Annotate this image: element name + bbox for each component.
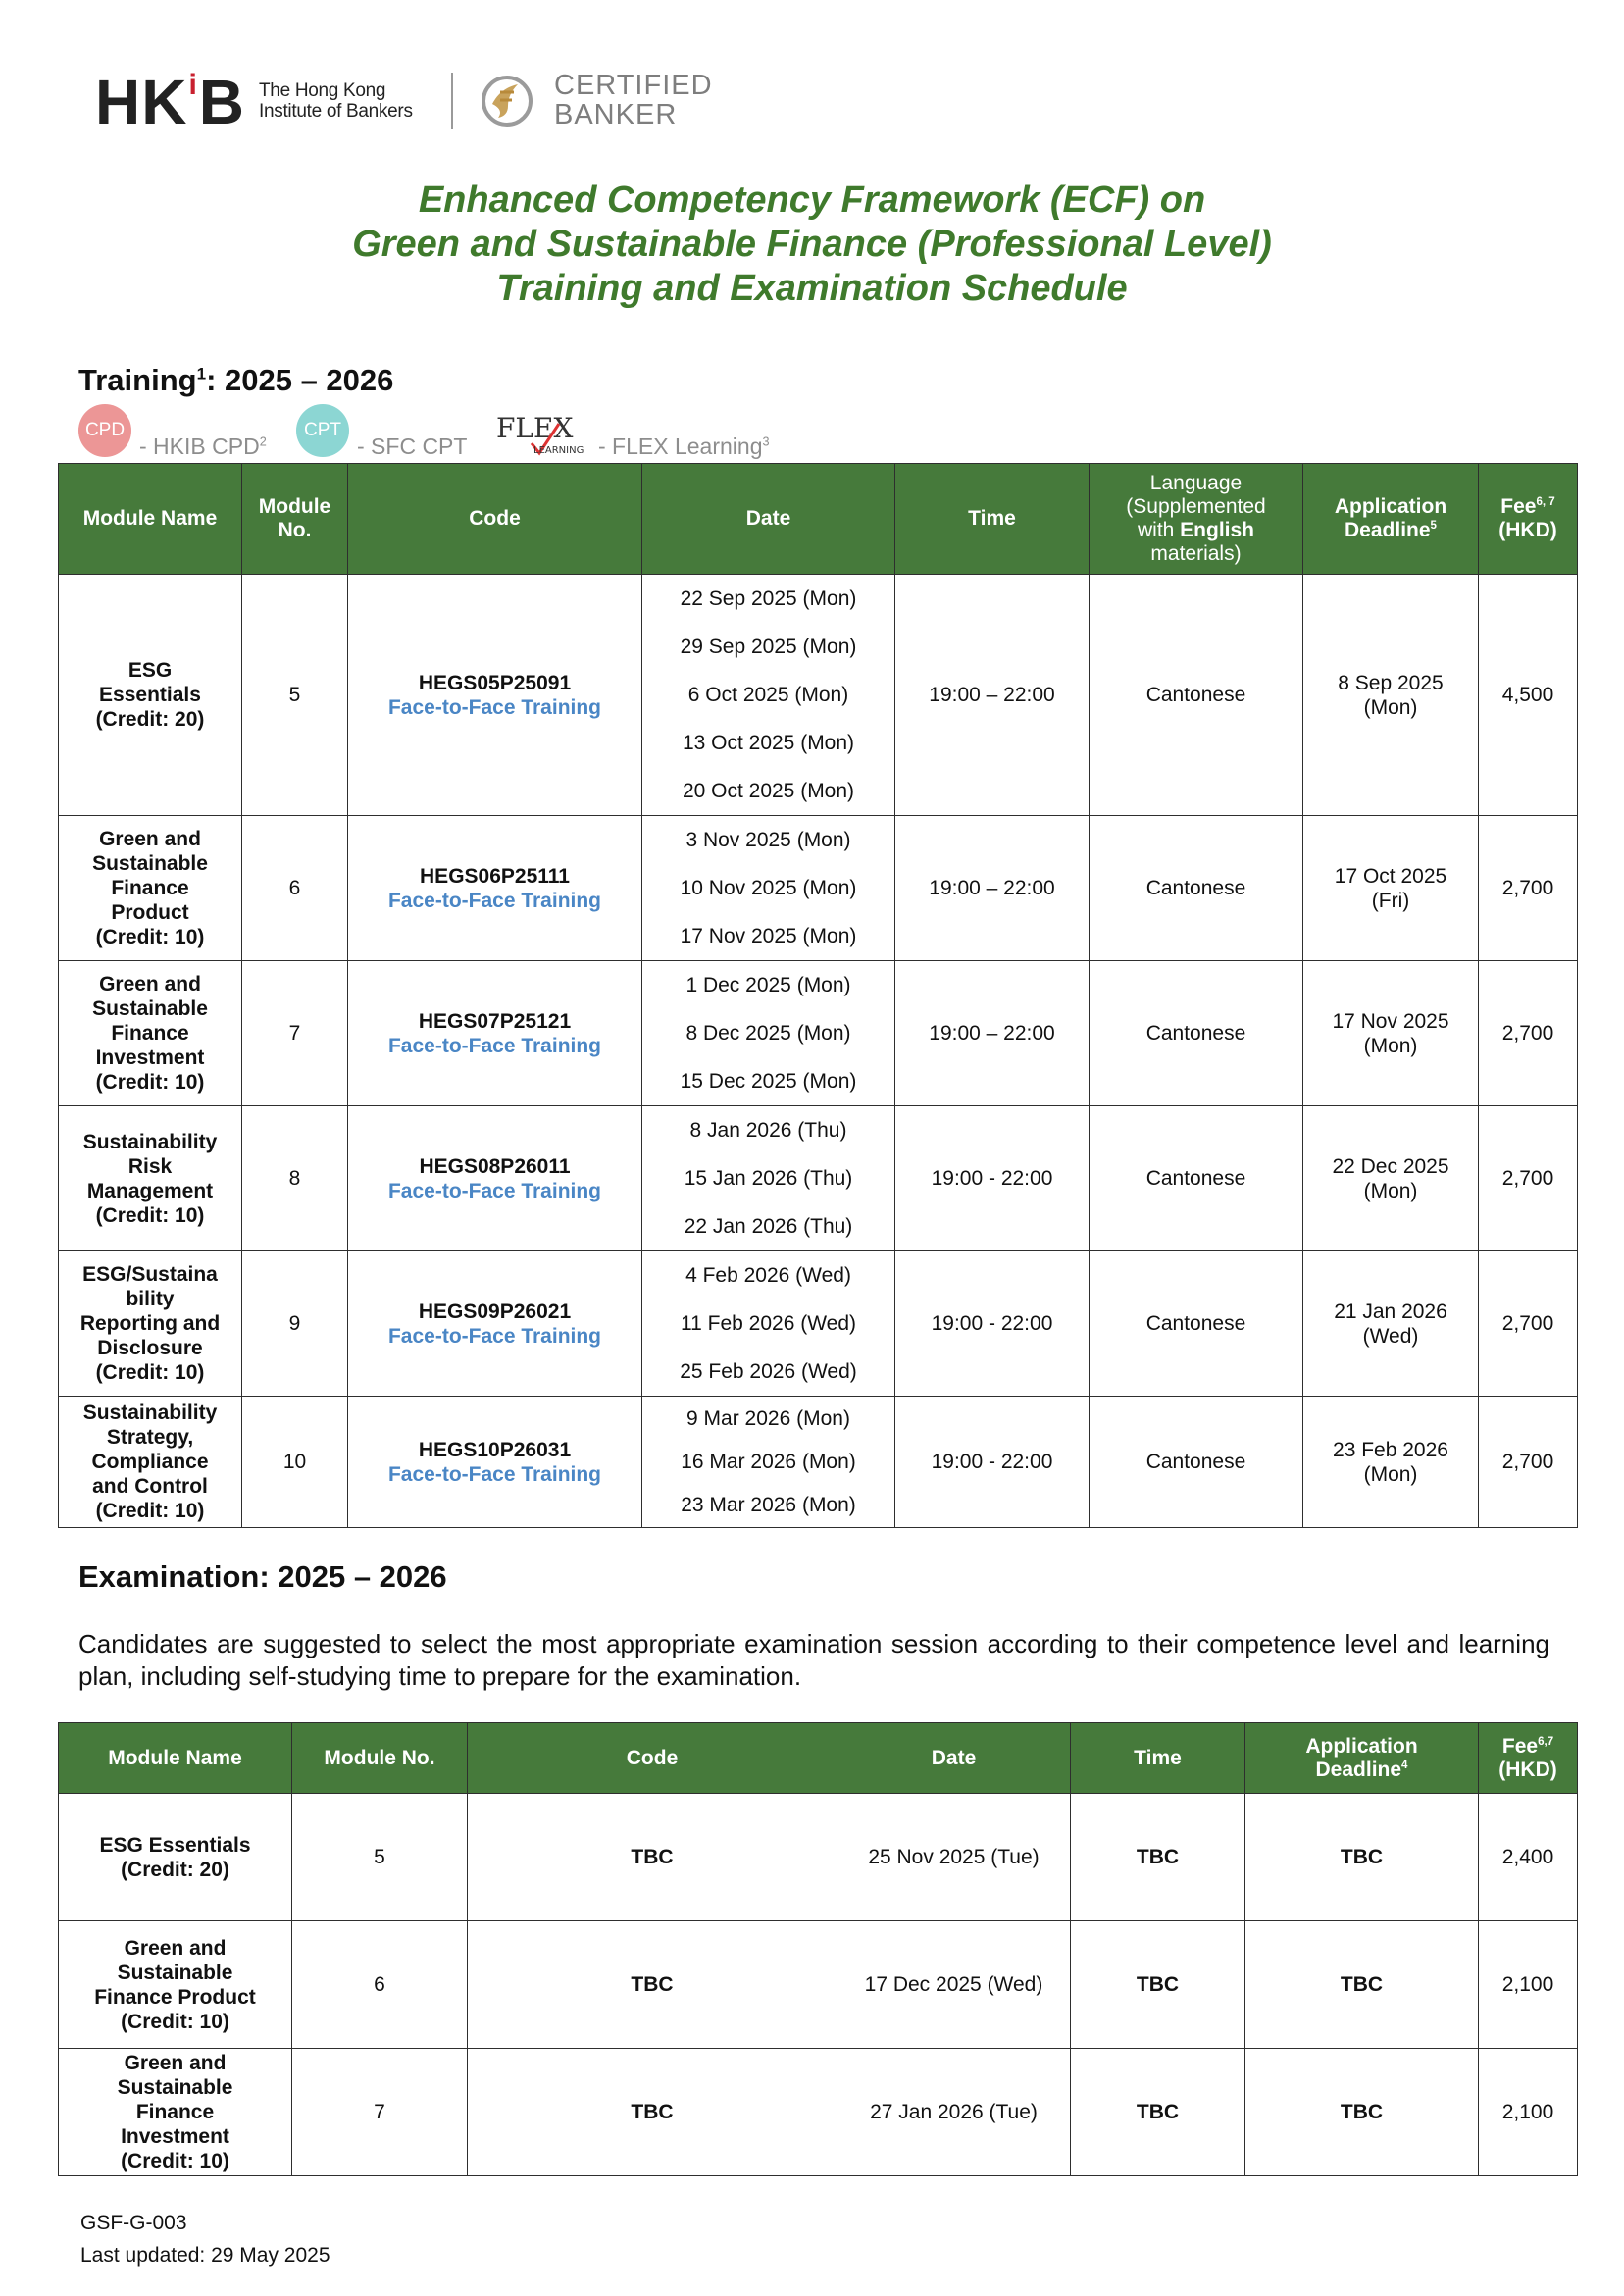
course-time: 19:00 – 22:00: [895, 816, 1090, 961]
svg-text:FLEX: FLEX: [496, 412, 574, 444]
course-fee: 2,700: [1479, 961, 1578, 1106]
module-no: 6: [242, 816, 348, 961]
course-time: 19:00 - 22:00: [895, 1397, 1090, 1528]
training-heading: Training$^1$: 2025 – 2026: [78, 363, 394, 397]
col-fee: Fee$^{6,7}$ (HKD): [1479, 1723, 1578, 1794]
footer: [80, 2207, 330, 2271]
col-time: Time: [895, 464, 1090, 575]
training-table: [58, 463, 1578, 1528]
certified-banker-logo: CERTIFIED BANKER: [554, 70, 713, 130]
col-module-name: Module Name: [59, 464, 242, 575]
course-code: HEGS10P26031 Face-to-Face Training: [348, 1397, 642, 1528]
course-dates: 22 Sep 2025 (Mon) 29 Sep 2025 (Mon) 6 Oct 2025 (Mon) 13 Oct 2025 (Mon) 20 Oct 2025 (Mon): [642, 575, 895, 816]
course-fee: 2,700: [1479, 1106, 1578, 1251]
application-deadline: 22 Dec 2025 (Mon): [1303, 1106, 1479, 1251]
course-fee: 2,700: [1479, 1397, 1578, 1528]
cpt-badge-icon: CPT: [296, 404, 349, 457]
course-time: 19:00 - 22:00: [895, 1251, 1090, 1397]
module-no: 10: [242, 1397, 348, 1528]
table-row: [59, 575, 1578, 816]
module-name: ESG Essentials (Credit: 20): [59, 575, 242, 816]
col-code: Code: [468, 1723, 837, 1794]
col-time: Time: [1071, 1723, 1245, 1794]
course-code: HEGS07P25121 Face-to-Face Training: [348, 961, 642, 1106]
exam-code: TBC: [468, 1921, 837, 2049]
legend-label-cpt: - SFC CPT: [357, 434, 468, 459]
exam-date: 27 Jan 2026 (Tue): [837, 2049, 1071, 2176]
module-name: Green and Sustainable Finance Investment (Credit: 10): [59, 2049, 292, 2176]
course-code: HEGS08P26011 Face-to-Face Training: [348, 1106, 642, 1251]
col-date: Date: [837, 1723, 1071, 1794]
course-time: 19:00 - 22:00: [895, 1106, 1090, 1251]
course-fee: 2,700: [1479, 816, 1578, 961]
course-dates: 8 Jan 2026 (Thu) 15 Jan 2026 (Thu) 22 Jan 2026 (Thu): [642, 1106, 895, 1251]
course-time: 19:00 – 22:00: [895, 961, 1090, 1106]
exam-time: TBC: [1071, 1794, 1245, 1921]
institute-name: The Hong Kong Institute of Bankers: [259, 80, 413, 122]
cpd-badge-icon: CPD: [78, 404, 131, 457]
exam-time: TBC: [1071, 2049, 1245, 2176]
application-deadline: 8 Sep 2025 (Mon): [1303, 575, 1479, 816]
col-fee: Fee$^{6, 7}$ (HKD): [1479, 464, 1578, 575]
hkib-logo: $HK^iB$: [95, 67, 245, 137]
course-dates: 4 Feb 2026 (Wed) 11 Feb 2026 (Wed) 25 Feb 2026 (Wed): [642, 1251, 895, 1397]
table-row: [59, 1251, 1578, 1397]
application-deadline: TBC: [1245, 1794, 1479, 1921]
course-code: HEGS05P25091 Face-to-Face Training: [348, 575, 642, 816]
last-updated: Last updated: 29 May 2025: [80, 2244, 330, 2267]
course-language: Cantonese: [1090, 816, 1303, 961]
application-deadline: 17 Nov 2025 (Mon): [1303, 961, 1479, 1106]
col-module-no: Module No.: [242, 464, 348, 575]
module-no: 5: [292, 1794, 468, 1921]
table-row: [59, 1921, 1578, 2049]
module-no: 9: [242, 1251, 348, 1397]
exam-date: 17 Dec 2025 (Wed): [837, 1921, 1071, 2049]
course-fee: 2,700: [1479, 1251, 1578, 1397]
legend: [78, 404, 961, 459]
module-no: 5: [242, 575, 348, 816]
flex-learning-icon: [494, 408, 592, 457]
application-deadline: 21 Jan 2026 (Wed): [1303, 1251, 1479, 1397]
examination-table: [58, 1722, 1578, 2176]
col-application-deadline: Application Deadline$^4$: [1245, 1723, 1479, 1794]
table-row: [59, 1106, 1578, 1251]
module-no: 6: [292, 1921, 468, 2049]
module-name: Green and Sustainable Finance Investment (Credit: 10): [59, 961, 242, 1106]
col-application-deadline: Application Deadline$^5$: [1303, 464, 1479, 575]
exam-date: 25 Nov 2025 (Tue): [837, 1794, 1071, 1921]
module-no: 8: [242, 1106, 348, 1251]
legend-label-flex: - FLEX Learning$^3$: [598, 434, 770, 459]
legend-label-cpd: - HKIB CPD$^2$: [139, 434, 267, 459]
table-row: [59, 816, 1578, 961]
table-row: [59, 961, 1578, 1106]
col-date: Date: [642, 464, 895, 575]
module-name: Sustainability Risk Management (Credit: 10): [59, 1106, 242, 1251]
examination-heading: Examination: 2025 – 2026: [78, 1559, 447, 1594]
exam-time: TBC: [1071, 1921, 1245, 2049]
application-deadline: TBC: [1245, 1921, 1479, 2049]
application-deadline: 17 Oct 2025 (Fri): [1303, 816, 1479, 961]
module-no: 7: [242, 961, 348, 1106]
logo-divider: [451, 73, 453, 129]
table-row: [59, 2049, 1578, 2176]
course-time: 19:00 – 22:00: [895, 575, 1090, 816]
exam-header-row: [59, 1723, 1578, 1794]
certified-banker-emblem-icon: [479, 71, 535, 129]
examination-note: Candidates are suggested to select the most appropriate examination session according to their competence level and learning plan, including self-studying time to prepare for the examination.: [78, 1629, 1549, 1691]
course-language: Cantonese: [1090, 1397, 1303, 1528]
course-dates: 1 Dec 2025 (Mon) 8 Dec 2025 (Mon) 15 Dec 2025 (Mon): [642, 961, 895, 1106]
svg-text:LEARNING: LEARNING: [533, 445, 584, 456]
exam-fee: 2,100: [1479, 2049, 1578, 2176]
training-header-row: [59, 464, 1578, 575]
course-language: Cantonese: [1090, 1251, 1303, 1397]
col-language: Language (Supplemented with English materials): [1090, 464, 1303, 575]
course-language: Cantonese: [1090, 1106, 1303, 1251]
col-code: Code: [348, 464, 642, 575]
col-module-name: Module Name: [59, 1723, 292, 1794]
exam-fee: 2,400: [1479, 1794, 1578, 1921]
module-name: Sustainability Strategy, Compliance and Control (Credit: 10): [59, 1397, 242, 1528]
course-language: Cantonese: [1090, 961, 1303, 1106]
course-dates: 3 Nov 2025 (Mon) 10 Nov 2025 (Mon) 17 Nov 2025 (Mon): [642, 816, 895, 961]
course-code: HEGS06P25111 Face-to-Face Training: [348, 816, 642, 961]
course-code: HEGS09P26021 Face-to-Face Training: [348, 1251, 642, 1397]
module-no: 7: [292, 2049, 468, 2176]
application-deadline: TBC: [1245, 2049, 1479, 2176]
module-name: Green and Sustainable Finance Product (Credit: 10): [59, 816, 242, 961]
table-row: [59, 1397, 1578, 1528]
exam-code: TBC: [468, 2049, 837, 2176]
col-module-no: Module No.: [292, 1723, 468, 1794]
course-fee: 4,500: [1479, 575, 1578, 816]
application-deadline: 23 Feb 2026 (Mon): [1303, 1397, 1479, 1528]
module-name: ESG/Sustaina bility Reporting and Disclosure (Credit: 10): [59, 1251, 242, 1397]
page-title: Enhanced Competency Framework (ECF) on Green and Sustainable Finance (Professional Level) Training and Examination Schedule: [352, 179, 1272, 309]
course-language: Cantonese: [1090, 575, 1303, 816]
exam-fee: 2,100: [1479, 1921, 1578, 2049]
document-code: GSF-G-003: [80, 2212, 187, 2234]
module-name: Green and Sustainable Finance Product (Credit: 10): [59, 1921, 292, 2049]
table-row: [59, 1794, 1578, 1921]
module-name: ESG Essentials (Credit: 20): [59, 1794, 292, 1921]
exam-code: TBC: [468, 1794, 837, 1921]
course-dates: 9 Mar 2026 (Mon) 16 Mar 2026 (Mon) 23 Mar 2026 (Mon): [642, 1397, 895, 1528]
